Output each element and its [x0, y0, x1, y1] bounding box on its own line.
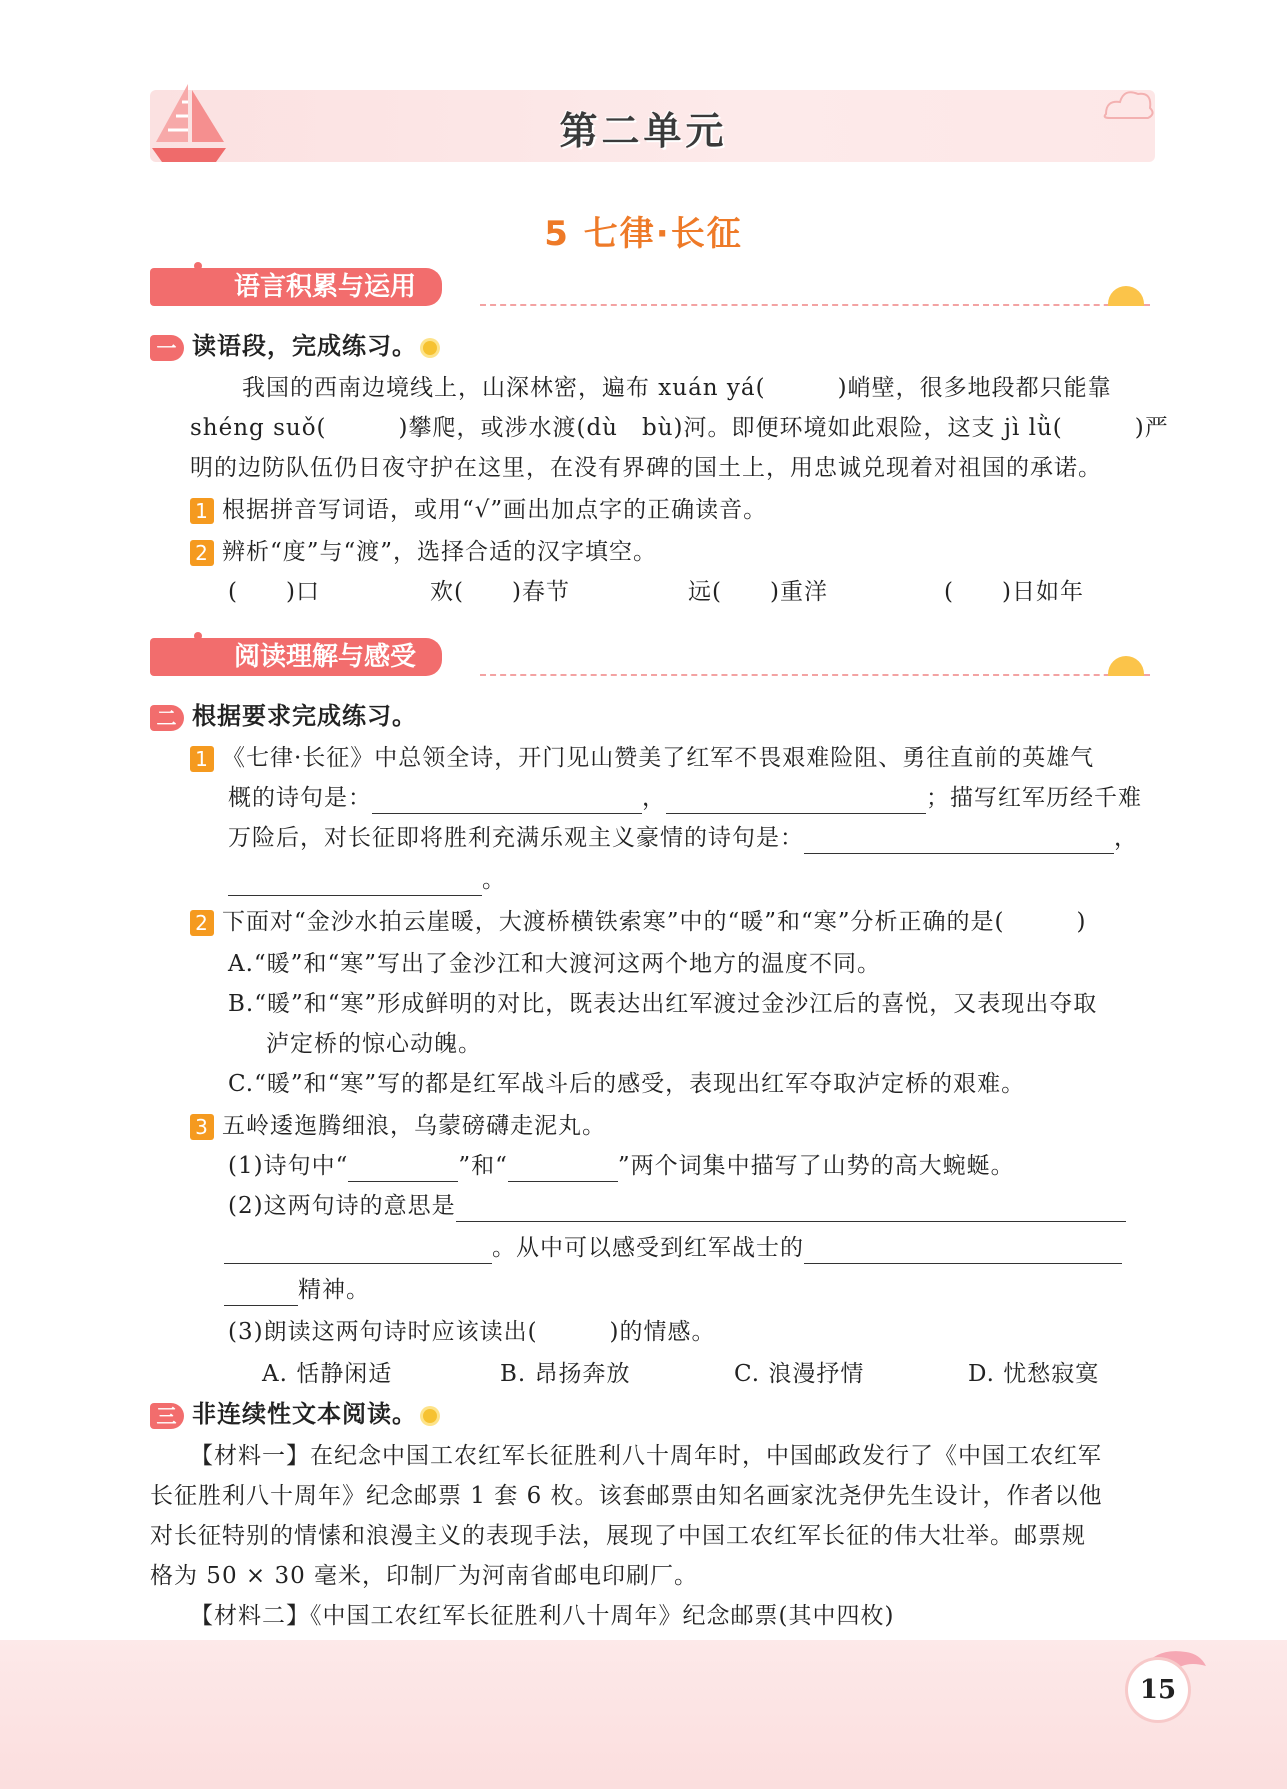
question-badge: 三: [150, 1403, 184, 1429]
material-line: 【材料二】《中国工农红军长征胜利八十周年》纪念邮票(其中四枚): [190, 1603, 895, 1629]
fill-option[interactable]: 远( )重洋: [688, 579, 828, 605]
item-number: 1: [190, 498, 214, 524]
choice-option[interactable]: C. 浪漫抒情: [734, 1361, 865, 1387]
unit-title: 第二单元: [559, 109, 728, 153]
section-divider: [480, 304, 1150, 306]
material-line: 长征胜利八十周年》纪念邮票 1 套 6 枚。该套邮票由知名画家沈尧伊先生设计，作者以他: [150, 1483, 1103, 1509]
question-item: 2 下面对“金沙水拍云崖暖，大渡桥横铁索寒”中的“暖”和“寒”分析正确的是( ): [190, 906, 1087, 938]
answer-blank[interactable]: [224, 1279, 298, 1306]
page-footer: [0, 1640, 1287, 1789]
answer-line: 。: [228, 864, 506, 896]
answer-line: (2)这两句诗的意思是: [228, 1190, 1126, 1222]
question-item: 3 五岭逶迤腾细浪，乌蒙磅礴走泥丸。: [190, 1110, 606, 1142]
choice-option[interactable]: B.“暖”和“寒”形成鲜明的对比，既表达出红军渡过金沙江后的喜悦，又表现出夺取: [228, 991, 1098, 1017]
choice-option[interactable]: C.“暖”和“寒”写的都是红军战斗后的感受，表现出红军夺取泸定桥的艰难。: [228, 1071, 1026, 1097]
fill-option[interactable]: ( )日如年: [944, 579, 1084, 605]
item-number: 1: [190, 746, 214, 772]
answer-blank[interactable]: [372, 787, 642, 814]
answer-line: 万险后，对长征即将胜利充满乐观主义豪情的诗句是： ，: [228, 822, 1138, 854]
choice-option[interactable]: A.“暖”和“寒”写出了金沙江和大渡河这两个地方的温度不同。: [228, 951, 881, 977]
page-number: 15: [1128, 1660, 1188, 1720]
passage-line: 我国的西南边境线上，山深林密，遍布 xuán yá( )峭壁，很多地段都只能靠: [242, 375, 1112, 401]
item-number: 2: [190, 910, 214, 936]
answer-blank[interactable]: [508, 1155, 618, 1182]
question-sub-item: (3)朗读这两句诗时应该读出( )的情感。: [228, 1319, 716, 1345]
question-one-heading: 一 读语段，完成练习。: [150, 330, 437, 363]
section-title: 语言积累与运用: [234, 272, 417, 302]
fill-option[interactable]: 欢( )春节: [430, 579, 570, 605]
answer-line: 。从中可以感受到红军战士的: [224, 1232, 1122, 1264]
answer-line: 概的诗句是： ， ；描写红军历经千难: [228, 782, 1142, 814]
passage-line: 明的边防队伍仍日夜守护在这里，在没有界碑的国土上，用忠诚兑现着对祖国的承诺。: [190, 455, 1102, 481]
lesson-title: 5 七律·长征: [544, 214, 743, 254]
sunset-icon: [1108, 286, 1144, 306]
answer-blank[interactable]: [804, 1237, 1122, 1264]
section-header-reading: [150, 638, 442, 676]
question-item: 1 《七律·长征》中总领全诗，开门见山赞美了红军不畏艰难险阻、勇往直前的英雄气: [190, 742, 1094, 774]
question-item: 1 根据拼音写词语，或用“√”画出加点字的正确读音。: [190, 494, 767, 526]
item-number: 2: [190, 540, 214, 566]
question-two-heading: 二 根据要求完成练习。: [150, 700, 417, 733]
choice-option[interactable]: D. 忧愁寂寞: [968, 1361, 1100, 1387]
section-title: 阅读理解与感受: [234, 642, 417, 672]
section-header-language: [150, 268, 442, 306]
fill-option[interactable]: ( )口: [228, 579, 320, 605]
sunset-icon: [1108, 656, 1144, 676]
answer-blank[interactable]: [348, 1155, 458, 1182]
passage-line: shéng suǒ( )攀爬，或涉水渡(dù bù)河。即便环境如此艰险，这支 jì lǜ( )严: [190, 415, 1169, 441]
choice-option-cont: 泸定桥的惊心动魄。: [266, 1031, 482, 1057]
material-line: 对长征特别的情愫和浪漫主义的表现手法，展现了中国工农红军长征的伟大壮举。邮票规: [150, 1523, 1086, 1549]
item-number: 3: [190, 1114, 214, 1140]
choice-option[interactable]: B. 昂扬奔放: [500, 1361, 631, 1387]
choice-option[interactable]: A. 恬静闲适: [262, 1361, 393, 1387]
answer-blank[interactable]: [804, 827, 1114, 854]
answer-line: (1)诗句中“ ”和“ ”两个词集中描写了山势的高大蜿蜒。: [228, 1150, 1015, 1182]
question-badge: 一: [150, 335, 184, 361]
question-three-heading: 三 非连续性文本阅读。: [150, 1398, 437, 1431]
answer-blank[interactable]: [666, 787, 926, 814]
material-line: 格为 50 × 30 毫米，印制厂为河南省邮电印刷厂。: [150, 1563, 699, 1589]
answer-blank[interactable]: [224, 1237, 492, 1264]
question-badge: 二: [150, 705, 184, 731]
question-item: 2 辨析“度”与“渡”，选择合适的汉字填空。: [190, 536, 657, 568]
lightbulb-icon: [423, 341, 437, 355]
material-line: 【材料一】在纪念中国工农红军长征胜利八十周年时，中国邮政发行了《中国工农红军: [190, 1443, 1102, 1469]
section-divider: [480, 674, 1150, 676]
answer-blank[interactable]: [228, 869, 482, 896]
answer-blank[interactable]: [456, 1195, 1126, 1222]
lightbulb-icon: [423, 1409, 437, 1423]
answer-line: 精神。: [224, 1274, 370, 1306]
